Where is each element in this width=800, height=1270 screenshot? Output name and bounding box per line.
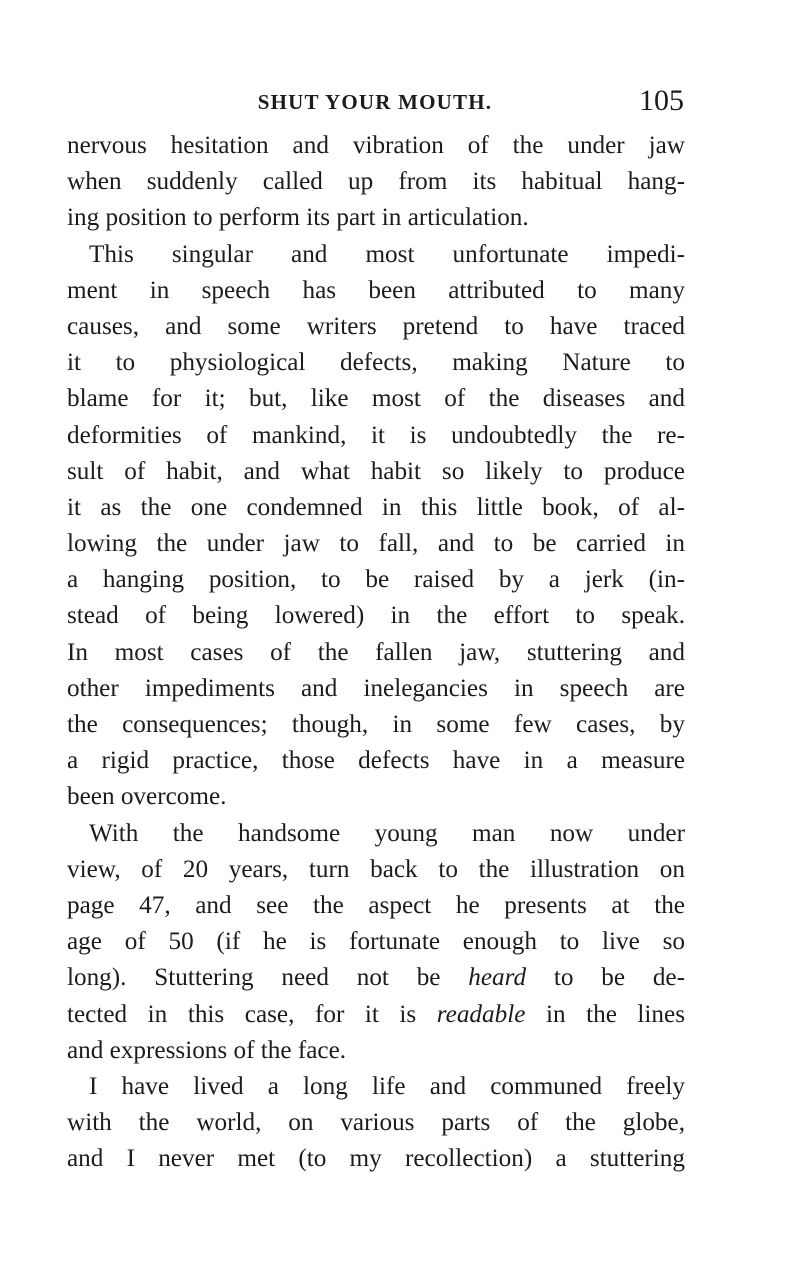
text-segment: ing position to perform its part in articulation. [67, 204, 529, 232]
text-segment: it to physiological defects, making Nature to [67, 349, 685, 377]
text-line [67, 418, 685, 454]
text-line [67, 997, 685, 1033]
text-segment: other impediments and inelegancies in speech are [67, 674, 685, 702]
text-line [67, 237, 685, 273]
text-line [67, 164, 685, 200]
italic-text: readable [436, 1000, 526, 1028]
text-line [67, 562, 685, 598]
text-segment: page 47, and see the aspect he presents at the [67, 891, 685, 919]
text-line [67, 345, 685, 381]
text-segment: nervous hesitation and vibration of the under jaw [67, 132, 685, 159]
text-segment: sult of habit, and what habit so likely to produce [67, 457, 685, 485]
text-line [67, 490, 685, 526]
text-line [67, 598, 685, 634]
text-line [67, 852, 685, 888]
text-line [67, 888, 685, 924]
text-segment: I have lived a long life and communed freely [89, 1072, 685, 1100]
text-segment: and expressions of the face. [67, 1036, 347, 1064]
text-segment: with the world, on various parts of the globe, [67, 1109, 685, 1137]
text-line [67, 128, 685, 164]
text-segment: long). Stuttering need not be [67, 964, 469, 992]
text-line [67, 1141, 685, 1177]
text-line [67, 454, 685, 490]
text-segment: This singular and most unfortunate impedi- [89, 240, 685, 268]
text-line [67, 200, 685, 236]
text-line [67, 1105, 685, 1141]
text-segment: age of 50 (if he is fortunate enough to live so [67, 928, 685, 956]
text-line [67, 779, 685, 815]
text-line [67, 635, 685, 671]
text-line [67, 1033, 685, 1069]
text-line [67, 924, 685, 960]
text-segment: deformities of mankind, it is undoubtedly the re- [67, 421, 685, 449]
text-segment: the consequences; though, in some few cases, by [67, 711, 685, 738]
text-segment: a rigid practice, those defects have in a measure [67, 747, 685, 775]
running-title: SHUT YOUR MOUTH. [257, 90, 493, 114]
text-segment: With the handsome young man now under [89, 819, 685, 847]
text-line [67, 816, 685, 852]
text-segment: causes, and some writers pretend to have traced [67, 312, 685, 340]
running-head [66, 84, 684, 124]
text-segment: it as the one condemned in this little book, of al- [67, 493, 685, 521]
text-segment: blame for it; but, like most of the diseases and [67, 385, 685, 413]
text-segment: view, of 20 years, turn back to the illustration on [67, 855, 685, 883]
text-segment: when suddenly called up from its habitual hang- [67, 168, 685, 196]
text-line [67, 1069, 685, 1105]
text-line [67, 707, 685, 743]
italic-text: heard [468, 964, 527, 992]
text-segment: been overcome. [67, 783, 227, 811]
text-segment: tected in this case, for it is [67, 1000, 437, 1028]
text-segment: a hanging position, to be raised by a jerk (in- [67, 566, 685, 594]
text-line [67, 273, 685, 309]
text-segment: stead of being lowered) in the effort to speak. [67, 602, 685, 630]
text-segment: ment in speech has been attributed to many [67, 276, 685, 304]
text-line [67, 671, 685, 707]
text-line [67, 309, 685, 345]
text-line [67, 381, 685, 417]
text-segment: In most cases of the fallen jaw, stuttering and [67, 638, 685, 666]
text-segment: in the lines [525, 1000, 685, 1028]
page-number: 105 [639, 84, 684, 117]
text-segment: to be de- [526, 964, 685, 992]
text-line [67, 526, 685, 562]
text-segment: and I never met (to my recollection) a stuttering [67, 1145, 685, 1173]
text-line [67, 743, 685, 779]
text-line [67, 960, 685, 996]
text-segment: lowing the under jaw to fall, and to be carried in [67, 530, 685, 558]
body-text [67, 128, 685, 1177]
